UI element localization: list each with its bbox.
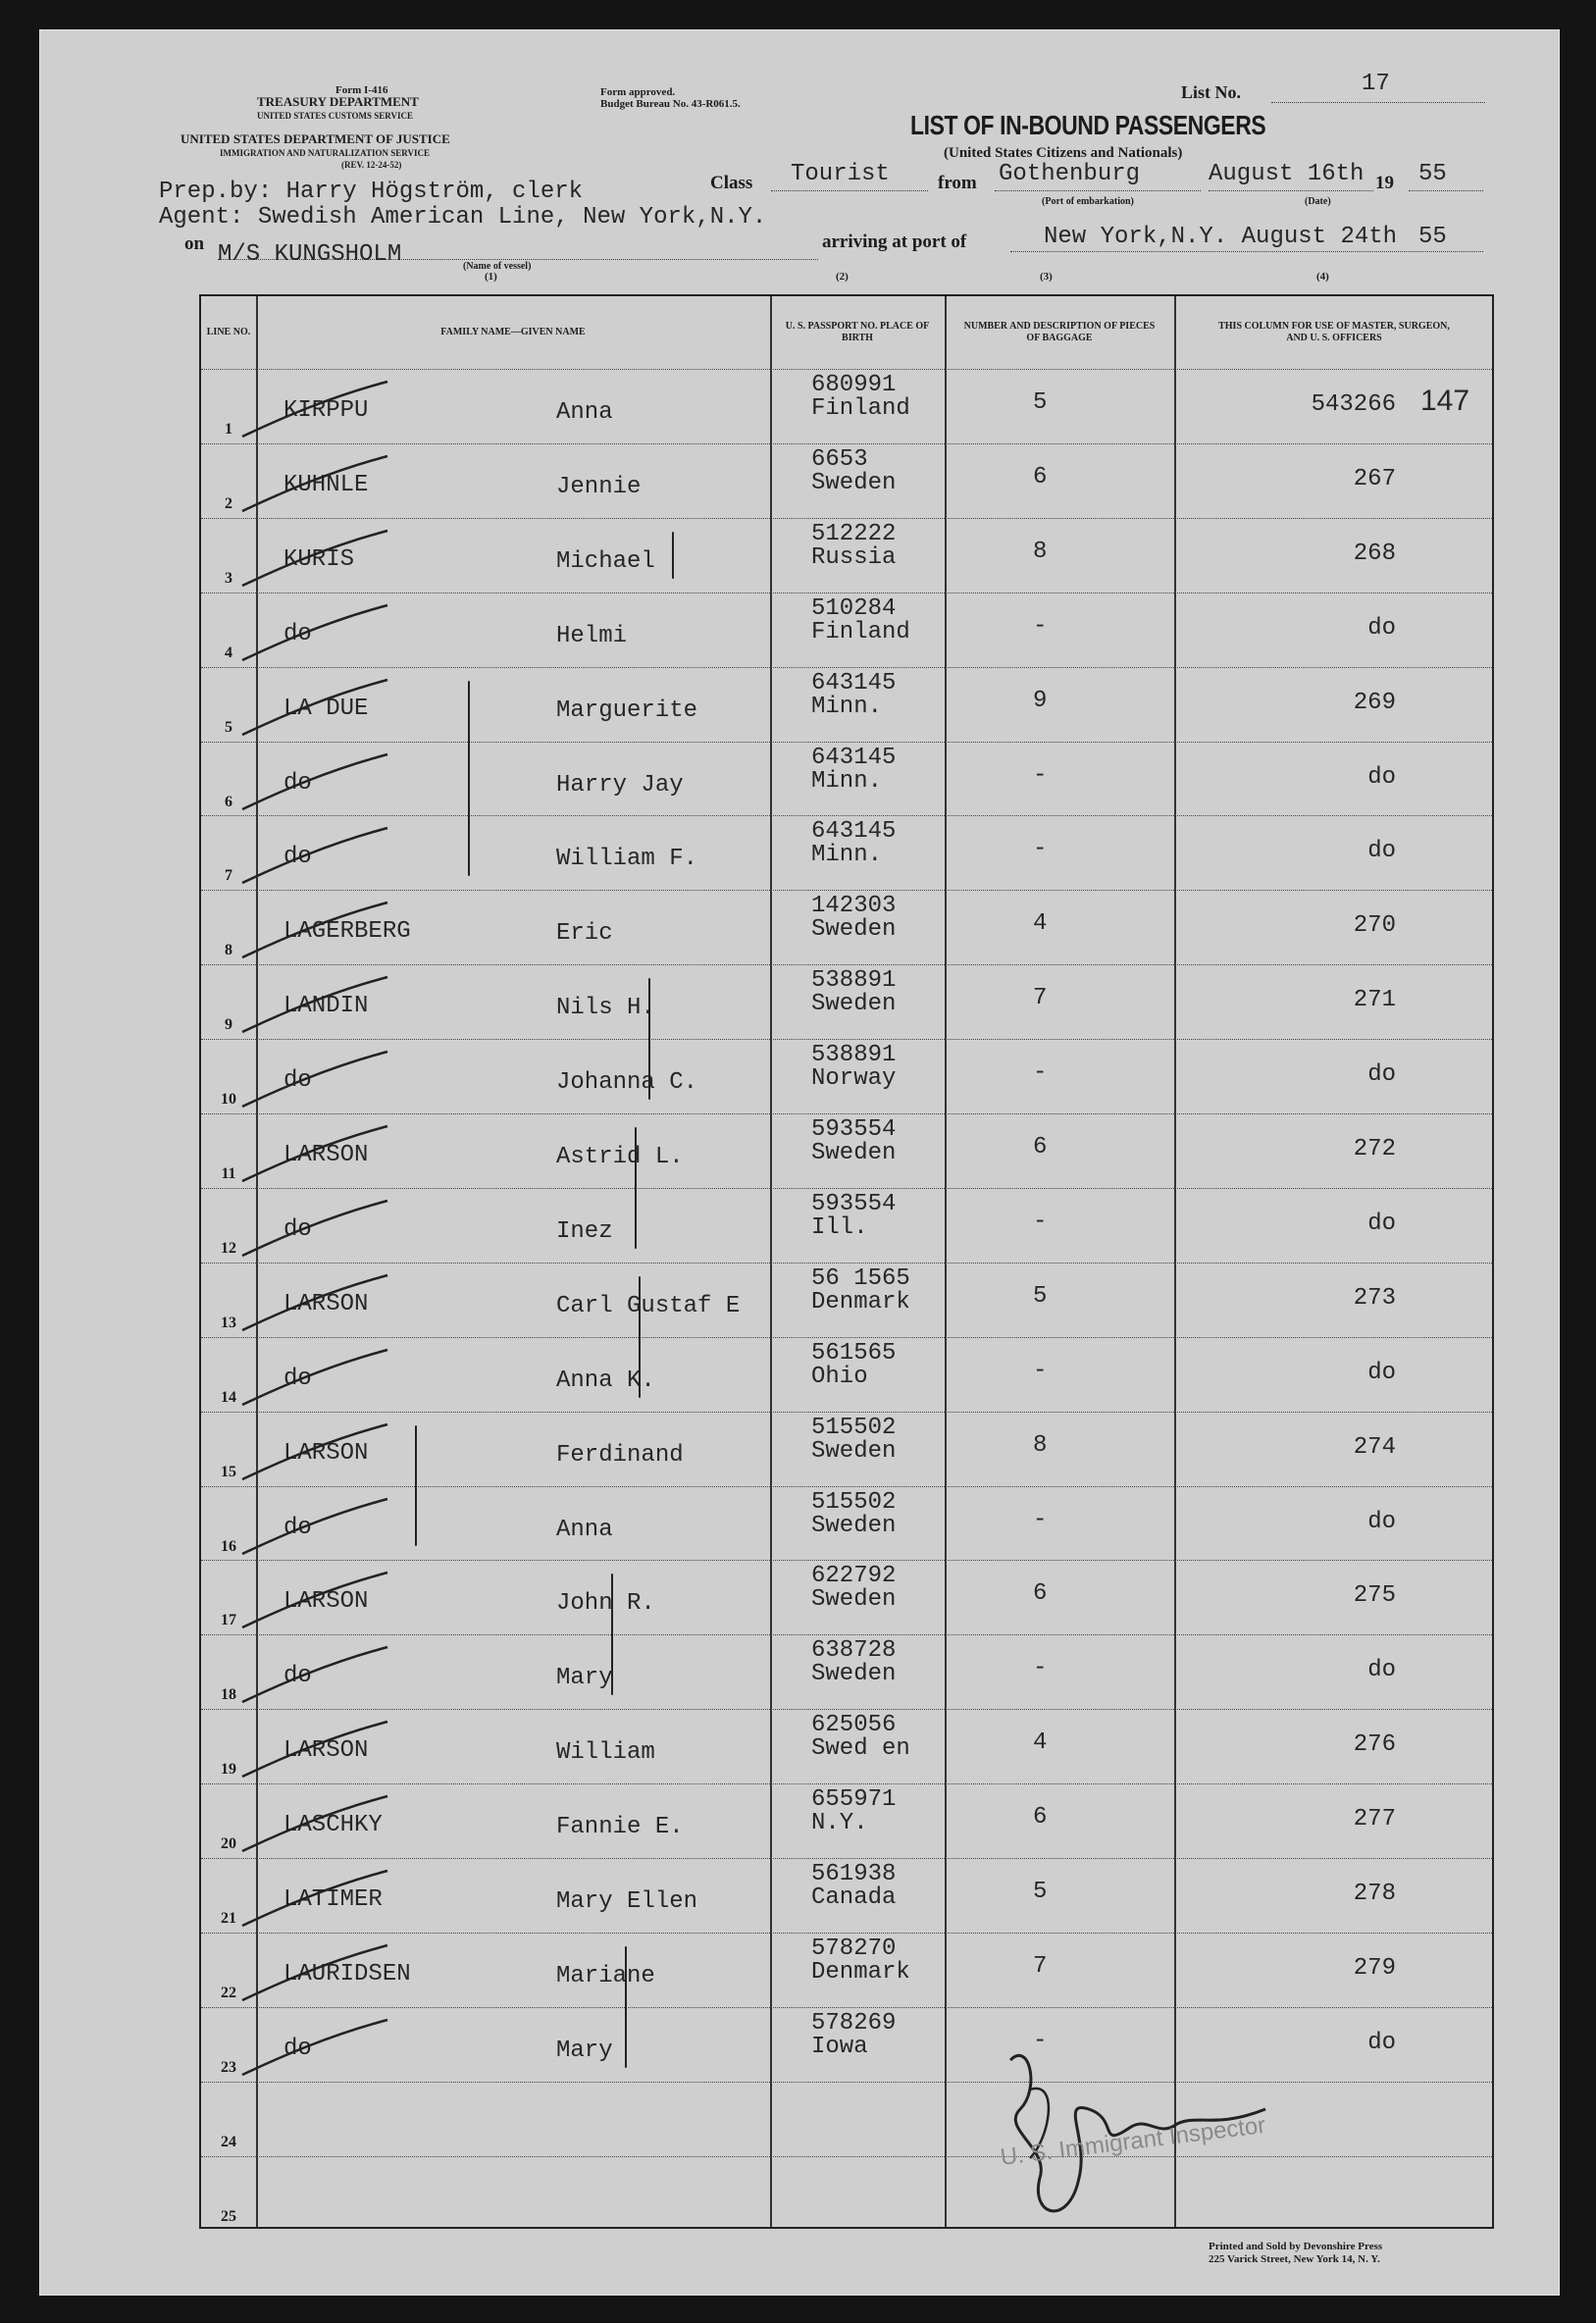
passport-cell: [811, 969, 896, 1016]
place-of-birth: Finland: [811, 618, 910, 645]
passport-number: 510284: [811, 594, 897, 622]
officer-number: 278: [1353, 1881, 1396, 1907]
passport-cell: [811, 1714, 910, 1761]
passport-number: 643145: [811, 669, 897, 697]
place-of-birth: Norway: [811, 1065, 897, 1093]
check-mark: [240, 1348, 397, 1407]
class-label: Class: [710, 173, 753, 193]
family-name: do: [283, 1514, 312, 1541]
family-name: LARSON: [283, 1737, 369, 1765]
passport-number: 593554: [811, 1116, 897, 1143]
line-number: 10: [221, 1091, 236, 1109]
passport-number: 622792: [811, 1563, 897, 1590]
place-of-birth: Minn.: [811, 767, 883, 795]
line-number: 8: [225, 942, 232, 959]
baggage-count: 5: [1033, 389, 1048, 416]
given-name: Jennie: [556, 473, 642, 500]
passport-number: 512222: [811, 520, 897, 547]
place-of-birth: Sweden: [811, 1512, 897, 1539]
form-approved: Form approved.: [600, 86, 676, 98]
date-line: [1209, 190, 1373, 191]
given-name: Carl Gustaf E: [556, 1292, 741, 1319]
agent: Agent: Swedish American Line, New York,N.Y.: [159, 204, 767, 231]
officer-number: 271: [1353, 987, 1396, 1014]
place-of-birth: Swed en: [811, 1735, 910, 1763]
list-title: LIST OF IN-BOUND PASSENGERS: [910, 110, 1266, 140]
officer-number: 273: [1353, 1284, 1396, 1312]
passport-cell: [811, 669, 897, 720]
check-mark: [240, 1497, 397, 1556]
table-row: [201, 2156, 1492, 2232]
table-row: [201, 1188, 1492, 1264]
passport-number: 6653: [811, 445, 868, 473]
header-name: FAMILY NAME—GIVEN NAME: [440, 327, 586, 337]
table-row: [201, 742, 1492, 817]
line-number: 14: [221, 1388, 236, 1406]
place-of-birth: Finland: [811, 395, 910, 422]
place-of-birth: Ohio: [811, 1363, 868, 1390]
baggage-count: -: [1033, 1655, 1048, 1682]
arriving-label: arriving at port of: [822, 232, 967, 252]
passport-number: 680991: [811, 372, 897, 398]
officer-number: do: [1367, 1508, 1396, 1535]
line-number: 15: [221, 1463, 236, 1480]
family-name: LATIMER: [283, 1886, 383, 1913]
arrival-year: 55: [1418, 224, 1447, 250]
table-row: [201, 1039, 1492, 1114]
given-name: William: [556, 1739, 655, 1767]
family-name: do: [283, 1365, 312, 1392]
department-treasury-sub: UNITED STATES CUSTOMS SERVICE: [257, 111, 413, 121]
family-bracket: [468, 681, 470, 877]
list-subtitle: (United States Citizens and Nationals): [944, 145, 1183, 161]
check-mark: [240, 826, 397, 885]
passport-cell: [811, 1488, 897, 1539]
table-row: [201, 2082, 1492, 2157]
table-row: [201, 1263, 1492, 1338]
line-number: 20: [221, 1835, 236, 1853]
header-passport: U. S. PASSPORT NO. PLACE OF BIRTH: [785, 321, 930, 343]
table-row: [201, 1783, 1492, 1859]
line-number: 5: [225, 718, 232, 736]
officer-number: do: [1367, 1210, 1396, 1237]
department-justice-sub: IMMIGRATION AND NATURALIZATION SERVICE: [220, 148, 430, 158]
family-name: LARSON: [283, 1290, 369, 1317]
budget-bureau: Budget Bureau No. 43-R061.5.: [600, 98, 741, 110]
passport-cell: [811, 1414, 897, 1465]
given-name: Fannie E.: [556, 1814, 684, 1841]
form-number: Form I-416: [335, 84, 388, 96]
passport-cell: [811, 1863, 896, 1910]
officer-number: do: [1367, 2029, 1396, 2056]
check-mark: [240, 1050, 397, 1109]
passport-number: 538891: [811, 1042, 897, 1069]
header-line-no: LINE NO.: [206, 327, 251, 337]
table-row: [201, 1337, 1492, 1413]
table-row: [201, 667, 1492, 743]
header-officers: THIS COLUMN FOR USE OF MASTER, SURGEON, AND U. S. OFFICERS: [1218, 321, 1450, 343]
port-embark-caption: (Port of embarkation): [1042, 196, 1134, 207]
place-of-birth: Minn.: [811, 693, 883, 720]
table-row: [201, 1858, 1492, 1934]
class-line: [771, 190, 928, 191]
officer-number: 275: [1353, 1582, 1396, 1610]
baggage-count: 4: [1033, 1729, 1048, 1757]
place-of-birth: Canada: [811, 1884, 897, 1911]
table-row: [201, 1113, 1492, 1189]
given-name: Johanna C.: [556, 1069, 698, 1097]
baggage-count: 5: [1033, 1879, 1048, 1905]
line-number: 25: [221, 2207, 236, 2225]
table-row: [201, 443, 1492, 519]
passport-number: 561565: [811, 1339, 897, 1367]
baggage-count: -: [1033, 1208, 1048, 1235]
baggage-count: 5: [1033, 1282, 1048, 1310]
officer-number: 276: [1353, 1731, 1396, 1759]
passport-cell: [811, 594, 910, 645]
revision: (REV. 12-24-52): [341, 160, 402, 170]
passport-cell: [811, 374, 910, 421]
family-bracket: [611, 1574, 613, 1695]
given-name: Astrid L.: [556, 1144, 684, 1170]
baggage-count: 6: [1033, 1804, 1048, 1832]
given-name: Ferdinand: [556, 1441, 684, 1469]
given-name: Harry Jay: [556, 771, 684, 799]
family-bracket: [625, 1946, 627, 2068]
officer-number: do: [1367, 1657, 1396, 1684]
family-name: do: [283, 620, 312, 647]
family-name: LA DUE: [283, 695, 369, 722]
baggage-count: -: [1033, 2027, 1048, 2054]
line-number: 4: [225, 644, 232, 661]
given-name: Anna K.: [556, 1367, 655, 1394]
passport-number: 643145: [811, 744, 897, 771]
baggage-count: 7: [1033, 1952, 1048, 1980]
year-prefix: 19: [1375, 173, 1394, 193]
vessel-caption: (Name of vessel): [463, 261, 532, 272]
passport-cell: [811, 445, 897, 496]
passport-cell: [811, 1788, 896, 1835]
passport-cell: [811, 2009, 897, 2060]
table-row: [201, 518, 1492, 594]
line-number: 6: [225, 793, 232, 810]
class-value: Tourist: [791, 161, 890, 187]
line-number: 23: [221, 2058, 236, 2076]
table-row: [201, 1933, 1492, 2008]
table-row: [201, 1634, 1492, 1710]
table-row: [201, 964, 1492, 1040]
prepared-by: Prep.by: Harry Högström, clerk: [159, 179, 584, 205]
place-of-birth: Russia: [811, 543, 897, 571]
department-treasury: TREASURY DEPARTMENT: [257, 94, 419, 109]
line-number: 21: [221, 1910, 236, 1927]
line-number: 19: [221, 1761, 236, 1779]
table-row: [201, 815, 1492, 891]
port-of-embarkation: Gothenburg: [999, 161, 1141, 187]
table-row: [201, 1486, 1492, 1562]
given-name: William F.: [556, 846, 698, 873]
baggage-count: -: [1033, 761, 1048, 789]
passport-number: 142303: [811, 893, 897, 920]
baggage-count: 7: [1033, 985, 1048, 1012]
family-name: do: [283, 1663, 312, 1690]
place-of-birth: N.Y.: [811, 1810, 868, 1837]
list-no-label: List No.: [1181, 82, 1242, 102]
officer-number: 279: [1353, 1954, 1396, 1982]
officer-number: 270: [1353, 912, 1396, 940]
passport-cell: [811, 820, 896, 867]
passport-cell: [811, 1339, 897, 1390]
header-baggage: NUMBER AND DESCRIPTION OF PIECES OF BAGGAGE: [963, 321, 1156, 343]
passport-number: 578270: [811, 1935, 897, 1962]
officer-number: 543266: [1311, 391, 1396, 418]
officer-number: do: [1367, 1061, 1396, 1089]
baggage-count: 6: [1033, 463, 1048, 490]
table-row: [201, 593, 1492, 668]
vessel-name: M/S KUNGSHOLM: [218, 241, 402, 268]
passport-number: 578269: [811, 2009, 897, 2037]
table-row: [201, 1560, 1492, 1635]
col-num-3: (3): [1040, 271, 1053, 283]
check-mark: [240, 1199, 397, 1258]
family-bracket: [648, 978, 650, 1100]
family-bracket: [639, 1276, 641, 1398]
family-bracket: [635, 1127, 637, 1249]
given-name: Anna: [556, 1516, 613, 1543]
list-no-line: [1271, 102, 1485, 103]
line-number: 13: [221, 1314, 236, 1331]
family-name: do: [283, 1067, 312, 1095]
passport-cell: [811, 1565, 896, 1612]
line-number: 17: [221, 1612, 236, 1629]
place-of-birth: Iowa: [811, 2033, 868, 2060]
table-row: [201, 369, 1492, 444]
line-number: 12: [221, 1239, 236, 1257]
family-name: KIRPPU: [283, 397, 369, 424]
family-name: KUHNLE: [283, 471, 369, 498]
given-name: Mary Ellen: [556, 1888, 698, 1915]
place-of-birth: Ill.: [811, 1213, 868, 1241]
officer-number: 267: [1353, 465, 1396, 492]
passport-cell: [811, 1118, 896, 1165]
family-name: KURIS: [283, 545, 355, 573]
family-name: LARSON: [283, 1588, 369, 1616]
table-row: [201, 890, 1492, 965]
family-name: LARSON: [283, 1439, 369, 1467]
line-number: 7: [225, 867, 232, 885]
embark-date: August 16th: [1209, 161, 1364, 187]
check-mark: [240, 752, 397, 811]
family-name: LANDIN: [283, 993, 369, 1020]
passport-number: 593554: [811, 1190, 897, 1217]
officer-number: 269: [1353, 689, 1396, 716]
given-name: Inez: [556, 1217, 613, 1245]
officer-number: do: [1367, 614, 1396, 642]
given-name: Mary: [556, 2037, 613, 2064]
printer-line-2: 225 Varick Street, New York 14, N. Y.: [1209, 2253, 1380, 2265]
passport-cell: [811, 1639, 896, 1686]
passport-number: 56 1565: [811, 1265, 910, 1292]
table-row: [201, 1412, 1492, 1487]
family-name: do: [283, 2035, 312, 2062]
passport-cell: [811, 1044, 896, 1091]
line-number: 9: [225, 1016, 232, 1034]
officer-number: do: [1367, 763, 1396, 791]
list-count: 147: [1420, 385, 1470, 417]
passport-number: 515502: [811, 1488, 897, 1516]
baggage-count: 6: [1033, 1134, 1048, 1161]
baggage-count: -: [1033, 1506, 1048, 1533]
passport-number: 538891: [811, 967, 897, 995]
col-num-1: (1): [485, 271, 497, 283]
port-of-arrival: New York,N.Y. August 24th: [1044, 224, 1398, 250]
line-number: 16: [221, 1537, 236, 1555]
given-name: Eric: [556, 920, 613, 948]
given-name: Nils H.: [556, 995, 655, 1022]
family-bracket: [415, 1425, 417, 1547]
family-name: do: [283, 844, 312, 871]
passport-cell: [811, 520, 897, 571]
given-name: Michael: [556, 547, 655, 575]
family-name: LARSON: [283, 1142, 369, 1168]
passport-cell: [811, 744, 897, 795]
baggage-count: 4: [1033, 910, 1048, 938]
passport-number: 561938: [811, 1861, 897, 1887]
line-number: 1: [225, 421, 232, 438]
col-num-2: (2): [836, 271, 849, 283]
baggage-count: -: [1033, 612, 1048, 640]
baggage-count: 8: [1033, 1431, 1048, 1459]
officer-number: do: [1367, 1359, 1396, 1386]
place-of-birth: Sweden: [811, 991, 897, 1018]
baggage-count: 8: [1033, 538, 1048, 565]
line-number: 22: [221, 1984, 236, 2001]
baggage-count: 6: [1033, 1580, 1048, 1608]
port-embark-line: [995, 190, 1201, 191]
place-of-birth: Sweden: [811, 1586, 897, 1614]
place-of-birth: Sweden: [811, 1437, 897, 1465]
passport-number: 515502: [811, 1414, 897, 1441]
on-label: on: [184, 233, 205, 254]
check-mark: [240, 1645, 397, 1704]
line-number: 3: [225, 569, 232, 587]
officer-number: 268: [1353, 540, 1396, 567]
family-name: LAGERBERG: [283, 918, 411, 946]
place-of-birth: Sweden: [811, 1140, 897, 1166]
passport-cell: [811, 1937, 910, 1985]
line-number: 24: [221, 2133, 236, 2150]
department-justice: UNITED STATES DEPARTMENT OF JUSTICE: [180, 131, 450, 146]
family-name: do: [283, 769, 312, 797]
place-of-birth: Sweden: [811, 916, 897, 944]
place-of-birth: Denmark: [811, 1288, 910, 1316]
given-name: Marguerite: [556, 697, 698, 724]
given-name: John R.: [556, 1590, 655, 1618]
place-of-birth: Minn.: [811, 842, 883, 869]
officer-number: 274: [1353, 1433, 1396, 1461]
family-name: LASCHKY: [283, 1812, 383, 1839]
date-caption: (Date): [1305, 196, 1331, 207]
baggage-count: -: [1033, 1357, 1048, 1384]
year-line: [1409, 190, 1483, 191]
passport-cell: [811, 895, 896, 942]
arrival-line: [1010, 251, 1483, 252]
printer-line-1: Printed and Sold by Devonshire Press: [1209, 2241, 1383, 2252]
family-bracket: [672, 532, 674, 579]
passenger-table: [199, 294, 1494, 2229]
family-name: LAURIDSEN: [283, 1960, 411, 1987]
given-name: Mariane: [556, 1962, 655, 1989]
table-row: [201, 1709, 1492, 1784]
place-of-birth: Sweden: [811, 469, 897, 496]
place-of-birth: Sweden: [811, 1661, 897, 1688]
from-label: from: [938, 173, 977, 193]
officer-number: 277: [1353, 1806, 1396, 1833]
place-of-birth: Denmark: [811, 1958, 910, 1986]
passport-number: 643145: [811, 818, 897, 846]
given-name: Anna: [556, 399, 613, 426]
embark-year: 55: [1418, 161, 1447, 187]
list-number: 17: [1362, 71, 1390, 97]
passport-cell: [811, 1267, 910, 1315]
baggage-count: 9: [1033, 687, 1048, 714]
officer-number: do: [1367, 838, 1396, 865]
check-mark: [240, 2018, 397, 2077]
table-row: [201, 2007, 1492, 2083]
line-number: 11: [221, 1165, 236, 1182]
col-num-4: (4): [1316, 271, 1329, 283]
check-mark: [240, 603, 397, 662]
officer-number: 272: [1353, 1136, 1396, 1162]
family-name: do: [283, 1215, 312, 1243]
passport-number: 638728: [811, 1637, 897, 1665]
given-name: Mary: [556, 1665, 613, 1692]
baggage-count: -: [1033, 836, 1048, 863]
line-number: 18: [221, 1686, 236, 1704]
passport-number: 625056: [811, 1712, 897, 1739]
inspector-stamp: U. S. Immigrant Inspector: [999, 2111, 1267, 2171]
passport-cell: [811, 1190, 897, 1241]
passport-number: 655971: [811, 1786, 897, 1814]
line-number: 2: [225, 494, 232, 512]
baggage-count: -: [1033, 1059, 1048, 1087]
given-name: Helmi: [556, 622, 628, 649]
